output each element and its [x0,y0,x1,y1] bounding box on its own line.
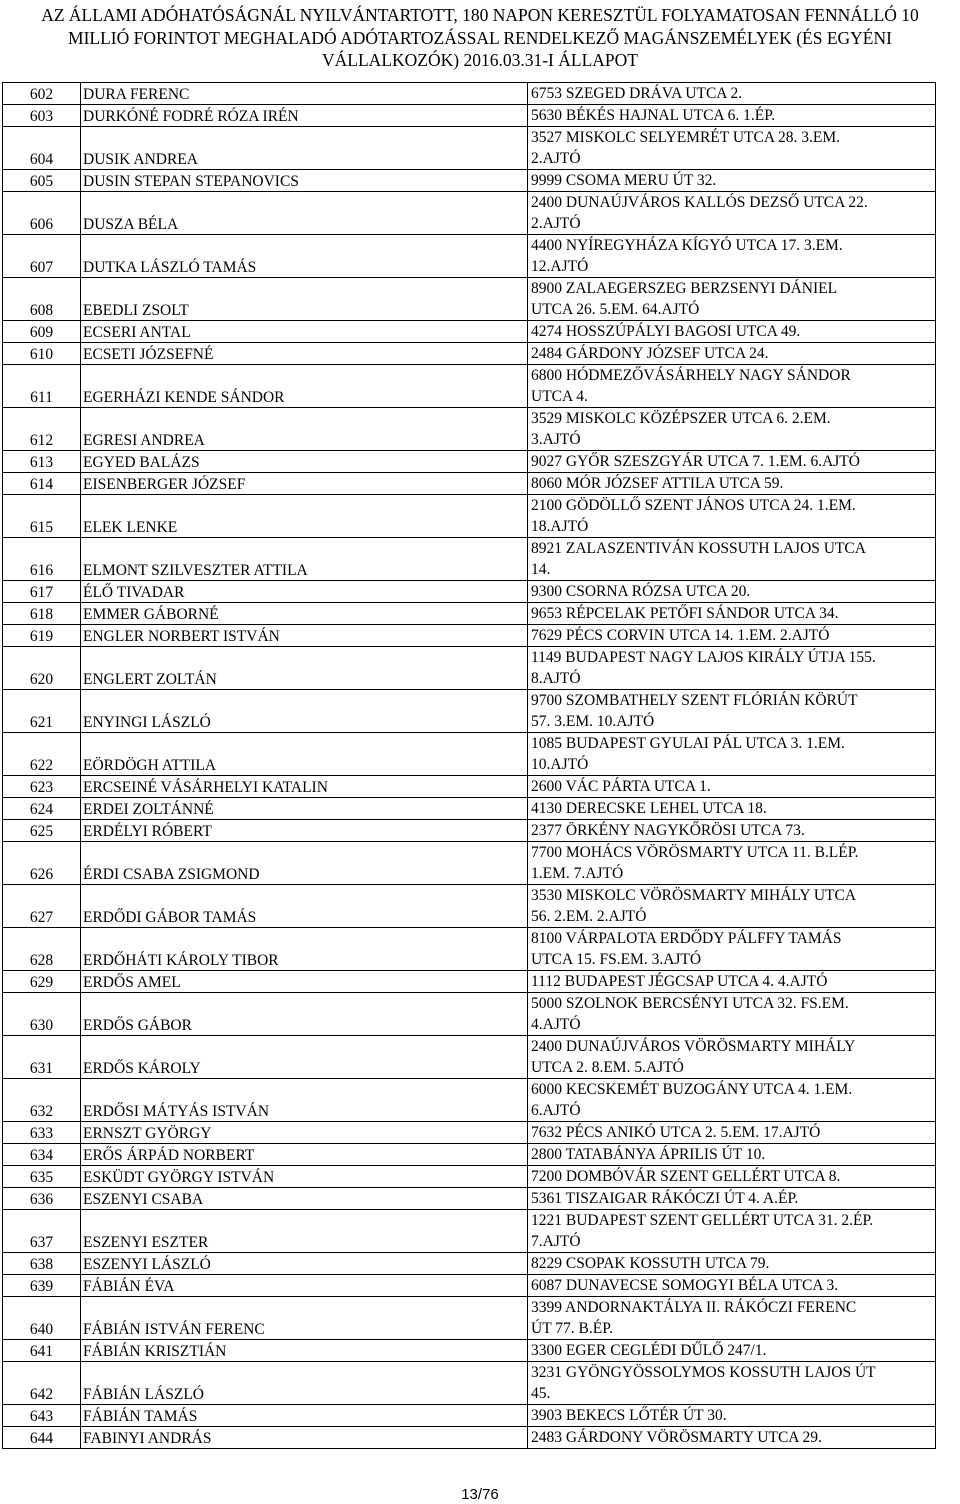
table-row [3,127,936,170]
table-row [3,625,936,647]
title-line-3: VÁLLALKOZÓK) 2016.03.31-I ÁLLAPOT [322,50,638,70]
person-name: ÉRDI CSABA ZSIGMOND [81,842,528,885]
address-line-1: 3231 GYÖNGYÖSSOLYMOS KOSSUTH LAJOS ÚT [531,1364,876,1381]
table-row [3,170,936,192]
address-cell [528,1427,936,1449]
address-line-1: 8060 MÓR JÓZSEF ATTILA UTCA 59. [531,475,784,492]
address-line-2: 8.AJTÓ [531,670,581,687]
person-name: EBEDLI ZSOLT [81,278,528,321]
row-number: 631 [3,1036,81,1079]
row-number: 607 [3,235,81,278]
table-row [3,343,936,365]
row-number: 615 [3,495,81,538]
person-name: ERDEI ZOLTÁNNÉ [81,798,528,820]
row-number: 641 [3,1340,81,1362]
address-line-1: 8900 ZALAEGERSZEG BERZSENYI DÁNIEL [531,280,838,297]
row-number: 640 [3,1297,81,1340]
row-number: 608 [3,278,81,321]
person-name: ENGLERT ZOLTÁN [81,647,528,690]
row-number: 611 [3,365,81,408]
table-row [3,473,936,495]
row-number: 632 [3,1079,81,1122]
address-cell [528,538,936,581]
address-line-2: 12.AJTÓ [531,258,589,275]
address-line-2: 45. [531,1385,551,1402]
table-row [3,603,936,625]
address-cell [528,581,936,603]
table-row [3,408,936,451]
table-row [3,690,936,733]
row-number: 620 [3,647,81,690]
debtor-table [2,82,936,1449]
address-cell [528,408,936,451]
debtor-table-body [3,83,936,1449]
address-line-2: 3.AJTÓ [531,431,581,448]
table-row [3,1427,936,1449]
address-cell [528,1036,936,1079]
address-line-2: 6.AJTÓ [531,1102,581,1119]
row-number: 616 [3,538,81,581]
address-line-2: UTCA 2. 8.EM. 5.AJTÓ [531,1059,684,1076]
table-row [3,538,936,581]
address-line-2: ÚT 77. B.ÉP. [531,1320,613,1337]
address-cell [528,928,936,971]
person-name: EISENBERGER JÓZSEF [81,473,528,495]
row-number: 637 [3,1210,81,1253]
address-cell [528,1297,936,1340]
address-cell [528,971,936,993]
address-line-1: 5361 TISZAIGAR RÁKÓCZI ÚT 4. A.ÉP. [531,1190,799,1207]
row-number: 612 [3,408,81,451]
row-number: 621 [3,690,81,733]
address-cell [528,365,936,408]
row-number: 638 [3,1253,81,1275]
person-name: DUSZA BÉLA [81,192,528,235]
row-number: 635 [3,1166,81,1188]
table-row [3,235,936,278]
person-name: DURKÓNÉ FODRÉ RÓZA IRÉN [81,105,528,127]
address-line-2: 4.AJTÓ [531,1016,581,1033]
table-row [3,1122,936,1144]
address-line-2: 1.EM. 7.AJTÓ [531,865,624,882]
address-line-2: 7.AJTÓ [531,1233,581,1250]
address-line-1: 9999 CSOMA MERU ÚT 32. [531,172,717,189]
address-cell [528,83,936,105]
address-line-1: 3529 MISKOLC KÖZÉPSZER UTCA 6. 2.EM. [531,410,831,427]
address-line-2: 2.AJTÓ [531,215,581,232]
address-line-1: 2484 GÁRDONY JÓZSEF UTCA 24. [531,345,769,362]
address-line-1: 2377 ÖRKÉNY NAGYKŐRÖSI UTCA 73. [531,822,805,839]
table-row [3,1340,936,1362]
person-name: ENGLER NORBERT ISTVÁN [81,625,528,647]
address-line-2: 10.AJTÓ [531,756,589,773]
table-row [3,798,936,820]
row-number: 610 [3,343,81,365]
row-number: 603 [3,105,81,127]
address-cell [528,1275,936,1297]
person-name: EGRESI ANDREA [81,408,528,451]
row-number: 644 [3,1427,81,1449]
address-cell [528,127,936,170]
address-line-1: 1221 BUDAPEST SZENT GELLÉRT UTCA 31. 2.ÉP. [531,1212,874,1229]
person-name: ERCSEINÉ VÁSÁRHELYI KATALIN [81,776,528,798]
address-line-2: UTCA 26. 5.EM. 64.AJTÓ [531,301,700,318]
address-cell [528,603,936,625]
address-cell [528,473,936,495]
title-line-2: MILLIÓ FORINTOT MEGHALADÓ ADÓTARTOZÁSSAL RENDELKEZŐ MAGÁNSZEMÉLYEK (ÉS EGYÉNI [68,27,892,48]
table-row [3,1275,936,1297]
table-row [3,1362,936,1405]
person-name: ELEK LENKE [81,495,528,538]
row-number: 618 [3,603,81,625]
address-line-2: 2.AJTÓ [531,150,581,167]
row-number: 602 [3,83,81,105]
title-line-1: AZ ÁLLAMI ADÓHATÓSÁGNÁL NYILVÁNTARTOTT, 180 NAPON KERESZTÜL FOLYAMATOSAN FENNÁLLÓ 10 [41,5,919,25]
address-line-1: 1149 BUDAPEST NAGY LAJOS KIRÁLY ÚTJA 155. [531,649,876,666]
address-cell [528,495,936,538]
address-line-1: 4400 NYÍREGYHÁZA KÍGYÓ UTCA 17. 3.EM. [531,237,843,254]
person-name: FÁBIÁN KRISZTIÁN [81,1340,528,1362]
row-number: 609 [3,321,81,343]
person-name: EÖRDÖGH ATTILA [81,733,528,776]
address-cell [528,647,936,690]
address-cell [528,235,936,278]
address-line-1: 7200 DOMBÓVÁR SZENT GELLÉRT UTCA 8. [531,1168,841,1185]
person-name: ESZENYI LÁSZLÓ [81,1253,528,1275]
person-name: DURA FERENC [81,83,528,105]
address-line-1: 2400 DUNAÚJVÁROS KALLÓS DEZSŐ UTCA 22. [531,194,868,211]
table-row [3,1297,936,1340]
row-number: 606 [3,192,81,235]
address-cell [528,1253,936,1275]
address-cell [528,321,936,343]
table-row [3,1210,936,1253]
address-cell [528,993,936,1036]
row-number: 614 [3,473,81,495]
table-row [3,820,936,842]
table-row [3,451,936,473]
address-cell [528,1166,936,1188]
row-number: 628 [3,928,81,971]
row-number: 636 [3,1188,81,1210]
address-line-1: 2800 TATABÁNYA ÁPRILIS ÚT 10. [531,1146,766,1163]
row-number: 619 [3,625,81,647]
address-cell [528,625,936,647]
address-line-1: 3300 EGER CEGLÉDI DŰLŐ 247/1. [531,1342,767,1359]
row-number: 629 [3,971,81,993]
person-name: ESKÜDT GYÖRGY ISTVÁN [81,1166,528,1188]
table-row [3,1188,936,1210]
person-name: DUTKA LÁSZLÓ TAMÁS [81,235,528,278]
table-row [3,1405,936,1427]
row-number: 626 [3,842,81,885]
address-line-2: UTCA 4. [531,388,588,405]
person-name: FÁBIÁN ISTVÁN FERENC [81,1297,528,1340]
address-line-1: 8921 ZALASZENTIVÁN KOSSUTH LAJOS UTCA [531,540,866,557]
person-name: FÁBIÁN LÁSZLÓ [81,1362,528,1405]
address-line-1: 9027 GYŐR SZESZGYÁR UTCA 7. 1.EM. 6.AJTÓ [531,453,860,470]
address-line-1: 9300 CSORNA RÓZSA UTCA 20. [531,583,751,600]
person-name: ERDŐS AMEL [81,971,528,993]
address-line-1: 5630 BÉKÉS HAJNAL UTCA 6. 1.ÉP. [531,107,775,124]
address-cell [528,798,936,820]
address-line-1: 3399 ANDORNAKTÁLYA II. RÁKÓCZI FERENC [531,1299,857,1316]
row-number: 630 [3,993,81,1036]
address-line-1: 2400 DUNAÚJVÁROS VÖRÖSMARTY MIHÁLY [531,1038,856,1055]
address-line-1: 3530 MISKOLC VÖRÖSMARTY MIHÁLY UTCA [531,887,857,904]
row-number: 613 [3,451,81,473]
table-row [3,1079,936,1122]
person-name: ERDŐS KÁROLY [81,1036,528,1079]
address-line-1: 7700 MOHÁCS VÖRÖSMARTY UTCA 11. B.LÉP. [531,844,859,861]
row-number: 633 [3,1122,81,1144]
table-row [3,1036,936,1079]
address-line-2: 57. 3.EM. 10.AJTÓ [531,713,655,730]
table-row [3,105,936,127]
person-name: ERDŐS GÁBOR [81,993,528,1036]
person-name: ERDŐHÁTI KÁROLY TIBOR [81,928,528,971]
address-cell [528,451,936,473]
address-cell [528,1210,936,1253]
address-line-1: 8229 CSOPAK KOSSUTH UTCA 79. [531,1255,770,1272]
person-name: ESZENYI ESZTER [81,1210,528,1253]
table-row [3,885,936,928]
table-row [3,321,936,343]
row-number: 624 [3,798,81,820]
address-cell [528,885,936,928]
table-row [3,993,936,1036]
table-row [3,1166,936,1188]
address-cell [528,105,936,127]
person-name: ÉLŐ TIVADAR [81,581,528,603]
address-line-1: 7629 PÉCS CORVIN UTCA 14. 1.EM. 2.AJTÓ [531,627,830,644]
row-number: 642 [3,1362,81,1405]
address-cell [528,170,936,192]
row-number: 634 [3,1144,81,1166]
person-name: ENYINGI LÁSZLÓ [81,690,528,733]
table-row [3,733,936,776]
address-cell [528,1340,936,1362]
address-line-1: 6753 SZEGED DRÁVA UTCA 2. [531,85,743,102]
address-line-1: 6800 HÓDMEZŐVÁSÁRHELY NAGY SÁNDOR [531,367,851,384]
table-row [3,647,936,690]
table-row [3,365,936,408]
table-row [3,495,936,538]
person-name: FÁBIÁN ÉVA [81,1275,528,1297]
row-number: 625 [3,820,81,842]
address-line-1: 3903 BEKECS LŐTÉR ÚT 30. [531,1407,727,1424]
address-line-1: 9653 RÉPCELAK PETŐFI SÁNDOR UTCA 34. [531,605,839,622]
person-name: ERNSZT GYÖRGY [81,1122,528,1144]
address-cell [528,1188,936,1210]
person-name: FABINYI ANDRÁS [81,1427,528,1449]
address-cell [528,1405,936,1427]
address-cell [528,733,936,776]
address-cell [528,192,936,235]
person-name: ELMONT SZILVESZTER ATTILA [81,538,528,581]
address-cell [528,1079,936,1122]
table-row [3,928,936,971]
row-number: 643 [3,1405,81,1427]
table-row [3,1253,936,1275]
address-cell [528,842,936,885]
table-row [3,842,936,885]
document-title [0,4,960,72]
row-number: 622 [3,733,81,776]
address-line-1: 9700 SZOMBATHELY SZENT FLÓRIÁN KÖRÚT [531,692,858,709]
address-line-1: 6000 KECSKEMÉT BUZOGÁNY UTCA 4. 1.EM. [531,1081,853,1098]
person-name: ECSERI ANTAL [81,321,528,343]
person-name: DUSIN STEPAN STEPANOVICS [81,170,528,192]
address-line-1: 8100 VÁRPALOTA ERDŐDY PÁLFFY TAMÁS [531,930,842,947]
table-row [3,192,936,235]
address-cell [528,1362,936,1405]
table-row [3,1144,936,1166]
address-line-1: 2100 GÖDÖLLŐ SZENT JÁNOS UTCA 24. 1.EM. [531,497,856,514]
person-name: ERŐS ÁRPÁD NORBERT [81,1144,528,1166]
person-name: ECSETI JÓZSEFNÉ [81,343,528,365]
row-number: 605 [3,170,81,192]
address-line-2: 56. 2.EM. 2.AJTÓ [531,908,647,925]
address-cell [528,776,936,798]
table-row [3,776,936,798]
table-row [3,278,936,321]
address-line-2: 14. [531,561,551,578]
address-cell [528,690,936,733]
address-line-1: 2600 VÁC PÁRTA UTCA 1. [531,778,711,795]
person-name: ESZENYI CSABA [81,1188,528,1210]
page-number: 13/76 [461,1486,499,1503]
row-number: 604 [3,127,81,170]
address-line-1: 4274 HOSSZÚPÁLYI BAGOSI UTCA 49. [531,323,801,340]
row-number: 627 [3,885,81,928]
table-row [3,83,936,105]
address-line-1: 1085 BUDAPEST GYULAI PÁL UTCA 3. 1.EM. [531,735,845,752]
person-name: EGYED BALÁZS [81,451,528,473]
address-line-1: 2483 GÁRDONY VÖRÖSMARTY UTCA 29. [531,1429,822,1446]
address-cell [528,343,936,365]
address-cell [528,1122,936,1144]
table-row [3,971,936,993]
table-row [3,581,936,603]
person-name: FÁBIÁN TAMÁS [81,1405,528,1427]
address-line-2: 18.AJTÓ [531,518,589,535]
address-line-1: 3527 MISKOLC SELYEMRÉT UTCA 28. 3.EM. [531,129,841,146]
row-number: 639 [3,1275,81,1297]
address-line-1: 4130 DERECSKE LEHEL UTCA 18. [531,800,767,817]
person-name: ERDŐSI MÁTYÁS ISTVÁN [81,1079,528,1122]
person-name: EGERHÁZI KENDE SÁNDOR [81,365,528,408]
person-name: EMMER GÁBORNÉ [81,603,528,625]
address-cell [528,1144,936,1166]
person-name: DUSIK ANDREA [81,127,528,170]
row-number: 617 [3,581,81,603]
person-name: ERDÉLYI RÓBERT [81,820,528,842]
person-name: ERDŐDI GÁBOR TAMÁS [81,885,528,928]
address-line-2: UTCA 15. FS.EM. 3.AJTÓ [531,951,702,968]
address-line-1: 7632 PÉCS ANIKÓ UTCA 2. 5.EM. 17.AJTÓ [531,1124,821,1141]
address-cell [528,278,936,321]
address-line-1: 1112 BUDAPEST JÉGCSAP UTCA 4. 4.AJTÓ [531,973,828,990]
address-line-1: 6087 DUNAVECSE SOMOGYI BÉLA UTCA 3. [531,1277,839,1294]
address-line-1: 5000 SZOLNOK BERCSÉNYI UTCA 32. FS.EM. [531,995,849,1012]
address-cell [528,820,936,842]
row-number: 623 [3,776,81,798]
